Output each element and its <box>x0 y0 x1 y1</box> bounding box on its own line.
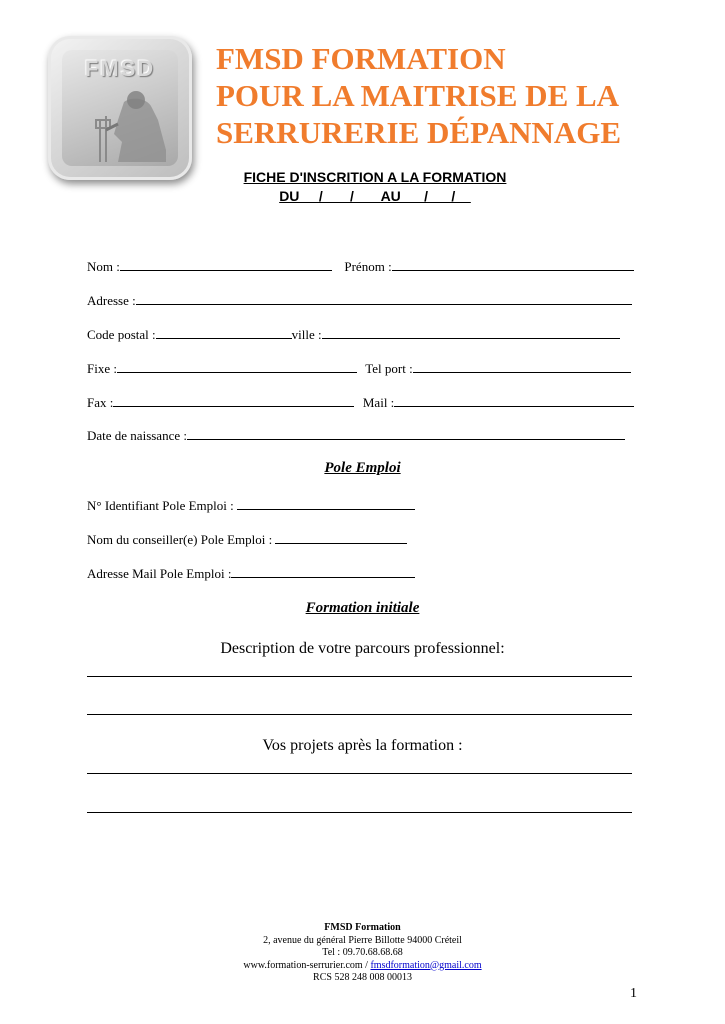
adresse-mail-field[interactable] <box>231 565 415 578</box>
title-line-1: FMSD FORMATION <box>216 41 506 76</box>
row-adresse <box>87 292 632 309</box>
row-conseiller <box>87 531 407 548</box>
nom-field[interactable] <box>120 258 332 271</box>
projets-line-1[interactable] <box>87 773 632 774</box>
projets-prompt: Vos projets après la formation : <box>262 737 463 754</box>
identifiant-label: N° Identifiant Pole Emploi : <box>87 498 237 513</box>
footer-email-link[interactable]: fmsdformation@gmail.com <box>370 959 482 971</box>
form-title-block <box>205 168 545 206</box>
footer-address: 2, avenue du général Pierre Billotte 94000 Créteil <box>263 934 462 946</box>
fixe-field[interactable] <box>117 360 357 373</box>
row-date-naissance <box>87 427 625 444</box>
footer-web-line <box>0 960 725 973</box>
fmsd-logo <box>48 36 192 180</box>
projets-line-2[interactable] <box>87 812 632 813</box>
footer-company: FMSD Formation <box>324 922 401 933</box>
pole-emploi-heading: Pole Emploi <box>324 460 401 476</box>
formation-initiale-heading: Formation initiale <box>305 600 420 616</box>
main-title <box>216 40 656 151</box>
tel-port-label: Tel port : <box>365 361 413 376</box>
prenom-label: Prénom : <box>344 259 392 274</box>
mail-label: Mail : <box>362 395 395 410</box>
conseiller-label: Nom du conseiller(e) Pole Emploi : <box>87 532 276 547</box>
fax-field[interactable] <box>113 394 354 407</box>
adresse-mail-label: Adresse Mail Pole Emploi : <box>87 566 232 581</box>
adresse-label: Adresse : <box>87 293 136 308</box>
row-nom-prenom <box>87 258 634 275</box>
description-line-2[interactable] <box>87 714 632 715</box>
identifiant-field[interactable] <box>237 497 415 510</box>
footer-rcs: RCS 528 248 008 00013 <box>313 972 412 983</box>
fax-label: Fax : <box>87 395 114 410</box>
ville-field[interactable] <box>322 326 620 339</box>
footer-website: www.formation-serrurier.com / <box>243 959 371 971</box>
tel-port-field[interactable] <box>413 360 631 373</box>
row-adresse-mail <box>87 565 415 582</box>
ville-label: ville : <box>291 327 322 342</box>
logo-text: FMSD <box>84 56 156 81</box>
footer <box>0 922 725 985</box>
title-line-3: SERRURERIE DÉPANNAGE <box>216 115 622 150</box>
row-identifiant <box>87 497 415 514</box>
code-postal-field[interactable] <box>156 326 292 339</box>
conseiller-field[interactable] <box>275 531 407 544</box>
date-naissance-label: Date de naissance : <box>87 428 187 443</box>
row-code-postal-ville <box>87 326 620 343</box>
fixe-label: Fixe : <box>87 361 117 376</box>
date-naissance-field[interactable] <box>187 427 625 440</box>
footer-tel: Tel : 09.70.68.68.68 <box>322 947 403 958</box>
nom-label: Nom : <box>87 259 120 274</box>
description-line-1[interactable] <box>87 676 632 677</box>
row-fixe-tel-port <box>87 360 631 377</box>
code-postal-label: Code postal : <box>87 327 156 342</box>
description-prompt: Description de votre parcours professionnel: <box>220 640 505 657</box>
prenom-field[interactable] <box>392 258 634 271</box>
title-line-2: POUR LA MAITRISE DE LA <box>216 78 620 113</box>
training-dates: DU / / AU / / <box>279 188 471 204</box>
row-fax-mail <box>87 394 634 411</box>
mail-field[interactable] <box>394 394 634 407</box>
adresse-field[interactable] <box>136 292 632 305</box>
page-number: 1 <box>630 986 637 1001</box>
form-title: FICHE D'INSCRITION A LA FORMATION <box>243 169 507 185</box>
